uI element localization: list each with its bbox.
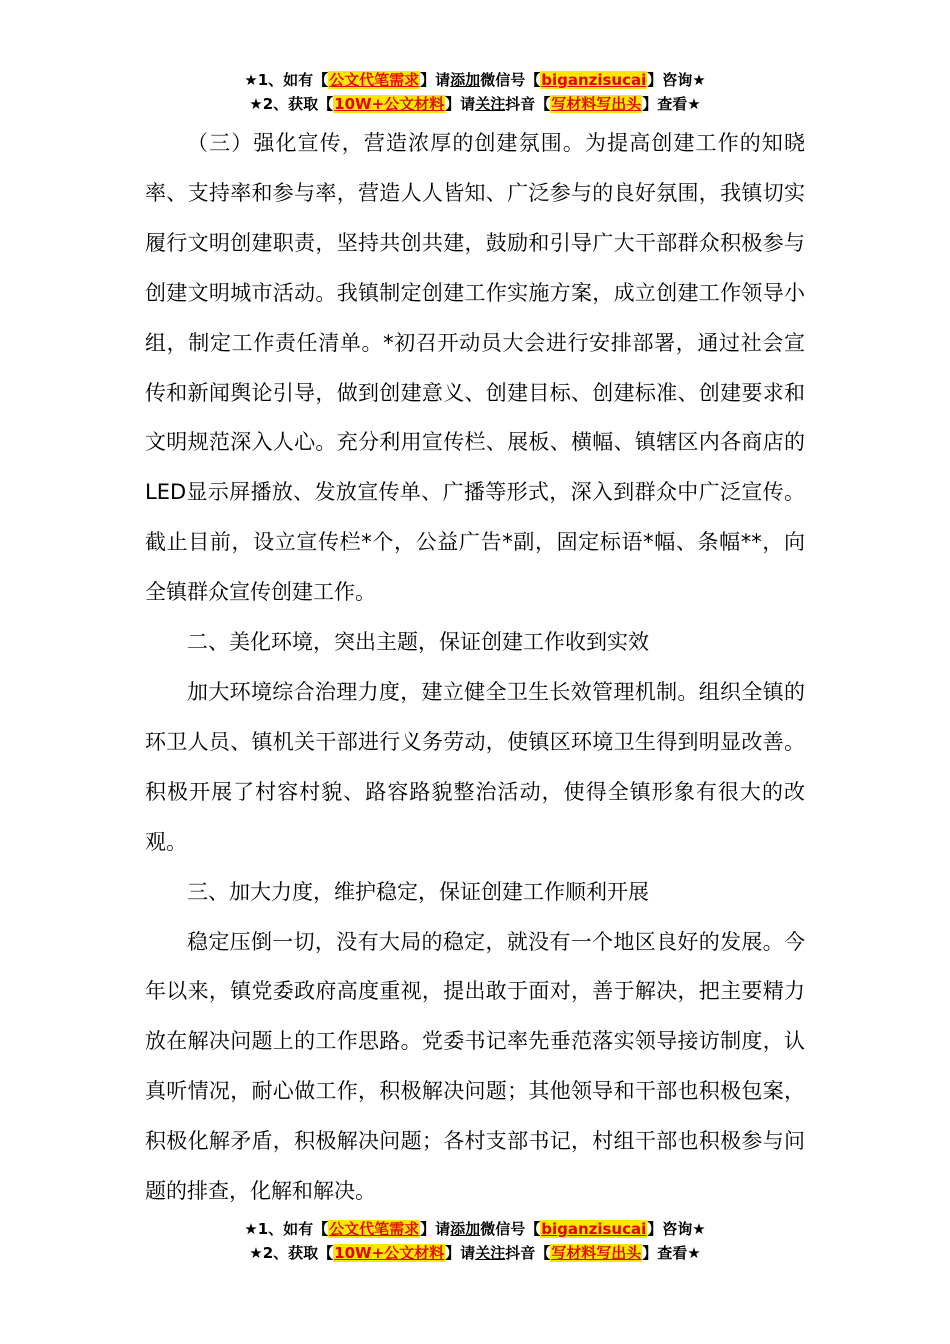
star-right: ★ bbox=[692, 71, 706, 89]
banner-text: 1、如有【 bbox=[257, 1220, 329, 1238]
banner-text: 】请 bbox=[420, 71, 451, 89]
banner-text: 2、获取【 bbox=[262, 1244, 334, 1262]
paragraph-publicity: （三）强化宣传，营造浓厚的创建氛围。为提高创建工作的知晓率、支持率和参与率，营造人人皆知、广泛参与的良好氛围，我镇切实履行文明创建职责，坚持共创共建，鼓励和引导广大干部群众积极参与创建文明城市活动。我镇制定创建工作实施方案，成立创建工作领导小组，制定工作责任清单。*初召开动员大会进行安排部署，通过社会宣传和新闻舆论引导，做到创建意义、创建目标、创建标准、创建要求和文明规范深入人心。充分利用宣传栏、展板、横幅、镇辖区内各商店的LED显示屏播放、发放宣传单、广播等形式，深入到群众中广泛宣传。截止目前，设立宣传栏*个，公益广告*副，固定标语*幅、条幅**，向全镇群众宣传创建工作。 bbox=[145, 131, 805, 605]
paragraph-stability: 稳定压倒一切，没有大局的稳定，就没有一个地区良好的发展。今年以来，镇党委政府高度重视，提出敢于面对，善于解决，把主要精力放在解决问题上的工作思路。党委书记率先垂范落实领导接访制度，认真听情况，耐心做工作，积极解决问题；其他领导和干部也积极包案，积极化解矛盾，积极解决问题；各村支部书记，村组干部也积极参与问题的排查，化解和解决。 bbox=[145, 929, 805, 1204]
star-right: ★ bbox=[687, 95, 701, 113]
banner-underlined: 关注 bbox=[475, 95, 506, 113]
top-banner bbox=[0, 68, 950, 116]
heading-environment: 二、美化环境，突出主题，保证创建工作收到实效 bbox=[187, 630, 649, 655]
heading-stability: 三、加大力度，维护稳定，保证创建工作顺利开展 bbox=[187, 879, 649, 904]
banner-text: 微信号【 bbox=[480, 1220, 541, 1238]
banner-text: 】查看 bbox=[642, 95, 688, 113]
banner-line-2 bbox=[0, 1241, 950, 1265]
highlight-materials: 10W+公文材料 bbox=[334, 1244, 445, 1262]
banner-line-1 bbox=[0, 68, 950, 92]
highlight-wechat-id: biganzisucai bbox=[541, 1220, 647, 1238]
banner-text: 抖音【 bbox=[505, 1244, 551, 1262]
banner-underlined: 关注 bbox=[475, 1244, 506, 1262]
star-left: ★ bbox=[249, 95, 263, 113]
banner-text: 】咨询 bbox=[647, 71, 693, 89]
document-body bbox=[145, 119, 805, 1217]
banner-line-2 bbox=[0, 92, 950, 116]
banner-text: 】咨询 bbox=[647, 1220, 693, 1238]
star-right: ★ bbox=[692, 1220, 706, 1238]
highlight-douyin: 写材料写出头 bbox=[551, 95, 642, 113]
star-right: ★ bbox=[687, 1244, 701, 1262]
banner-text: 2、获取【 bbox=[262, 95, 334, 113]
banner-text: 抖音【 bbox=[505, 95, 551, 113]
banner-text: 】请 bbox=[445, 95, 476, 113]
highlight-douyin: 写材料写出头 bbox=[551, 1244, 642, 1262]
paragraph-environment: 加大环境综合治理力度，建立健全卫生长效管理机制。组织全镇的环卫人员、镇机关干部进行义务劳动，使镇区环境卫生得到明显改善。积极开展了村容村貌、路容路貌整治活动，使得全镇形象有很大的改观。 bbox=[145, 679, 805, 854]
banner-text: 】请 bbox=[445, 1244, 476, 1262]
banner-text: 】查看 bbox=[642, 1244, 688, 1262]
banner-underlined: 添加 bbox=[450, 1220, 481, 1238]
bottom-banner bbox=[0, 1217, 950, 1265]
banner-underlined: 添加 bbox=[450, 71, 481, 89]
star-left: ★ bbox=[244, 71, 258, 89]
banner-text: 】请 bbox=[420, 1220, 451, 1238]
highlight-wechat-id: biganzisucai bbox=[541, 71, 647, 89]
highlight-materials: 10W+公文材料 bbox=[334, 95, 445, 113]
banner-text: 1、如有【 bbox=[257, 71, 329, 89]
star-left: ★ bbox=[244, 1220, 258, 1238]
banner-line-1 bbox=[0, 1217, 950, 1241]
star-left: ★ bbox=[249, 1244, 263, 1262]
highlight-service: 公文代笔需求 bbox=[329, 71, 420, 89]
highlight-service: 公文代笔需求 bbox=[329, 1220, 420, 1238]
banner-text: 微信号【 bbox=[480, 71, 541, 89]
